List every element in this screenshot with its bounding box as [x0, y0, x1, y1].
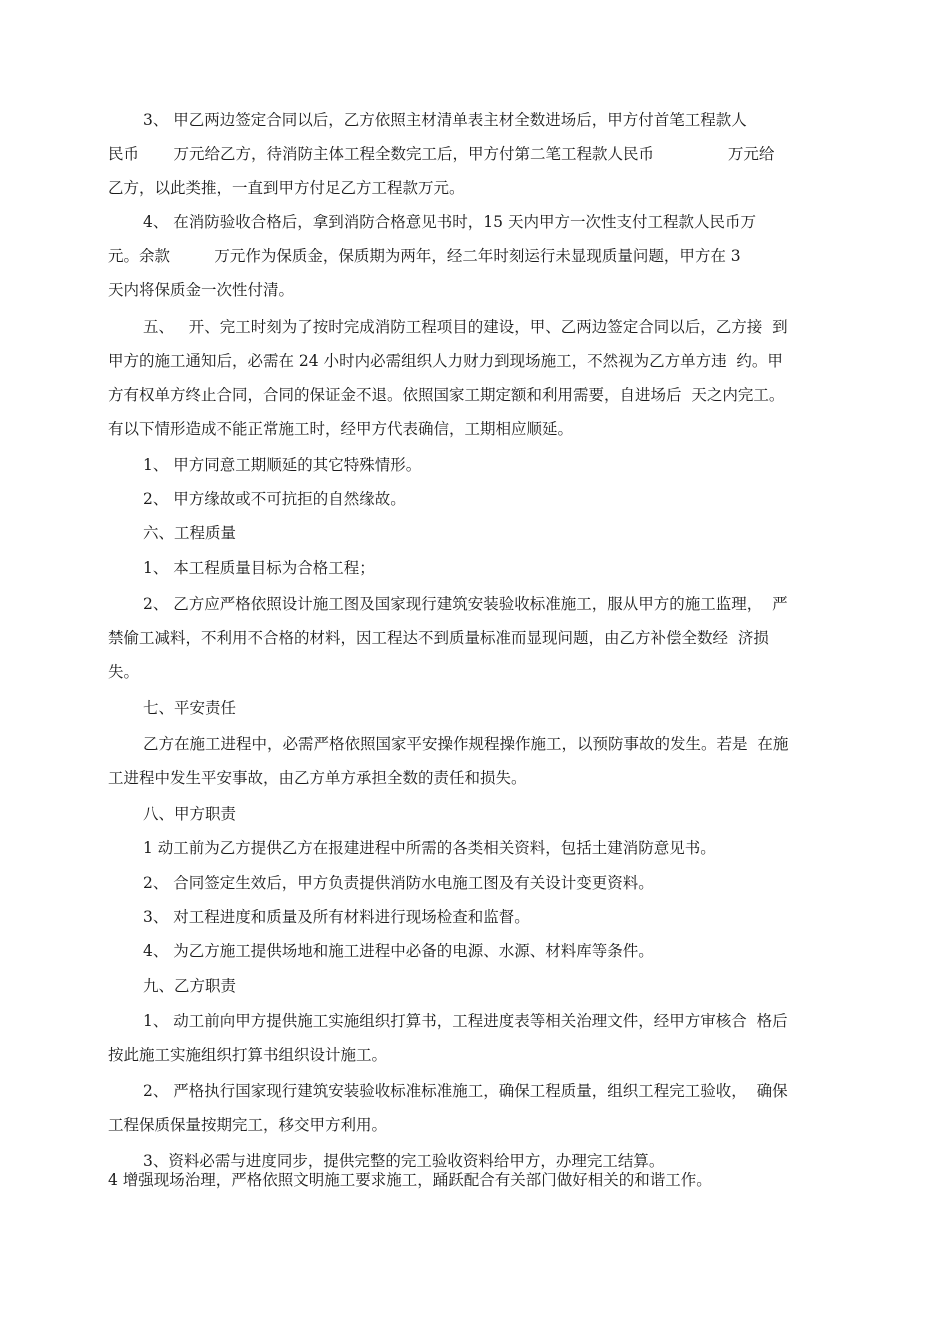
text-line: 方有权单方终止合同，合同的保证金不退。依照国家工期定额和利用需要，自进场后 天之内完工。	[108, 386, 785, 404]
text-line: 3、 对工程进度和质量及所有材料进行现场检查和监督。	[143, 908, 530, 926]
text-line: 4 增强现场治理，严格依照文明施工要求施工，踊跃配合有关部门做好相关的和谐工作。	[108, 1171, 712, 1189]
section-heading: 七、平安责任	[143, 699, 237, 717]
text-line: 1 动工前为乙方提供乙方在报建进程中所需的各类相关资料，包括土建消防意见书。	[143, 839, 716, 857]
text-line: 3、资料必需与进度同步，提供完整的完工验收资料给甲方，办理完工结算。	[143, 1152, 665, 1170]
text-line: 禁偷工减料，不利用不合格的材料，因工程达不到质量标准而显现问题，由乙方补偿全数经 济损	[108, 629, 769, 647]
text-line: 2、 合同签定生效后，甲方负责提供消防水电施工图及有关设计变更资料。	[143, 874, 654, 892]
text-line: 4、 在消防验收合格后，拿到消防合格意见书时，15 天内甲方一次性支付工程款人民币万	[143, 213, 756, 231]
text-line: 2、 甲方缘故或不可抗拒的自然缘故。	[143, 490, 406, 508]
text-line: 1、 动工前向甲方提供施工实施组织打算书，工程进度表等相关治理文件，经甲方审核合 格后	[143, 1012, 788, 1030]
section-heading: 九、乙方职责	[143, 977, 237, 995]
text-line: 民币 万元给乙方，待消防主体工程全数完工后，甲方付第二笔工程款人民币 万元给	[108, 145, 775, 163]
text-line: 1、 本工程质量目标为合格工程；	[143, 559, 375, 577]
text-line: 2、 严格执行国家现行建筑安装验收标准标准施工，确保工程质量，组织工程完工验收， 确保	[143, 1082, 788, 1100]
section-heading: 六、工程质量	[143, 524, 237, 542]
text-line: 工程保质保量按期完工，移交甲方利用。	[108, 1116, 388, 1134]
section-heading: 五、 开、完工时刻为了按时完成消防工程项目的建设，甲、乙两边签定合同以后，乙方接 到	[143, 318, 788, 336]
section-heading: 八、甲方职责	[143, 805, 237, 823]
text-line: 4、 为乙方施工提供场地和施工进程中必备的电源、水源、材料库等条件。	[143, 942, 654, 960]
text-line: 1、 甲方同意工期顺延的其它特殊情形。	[143, 456, 422, 474]
text-line: 工进程中发生平安事故，由乙方单方承担全数的责任和损失。	[108, 769, 527, 787]
text-line: 按此施工实施组织打算书组织设计施工。	[108, 1046, 388, 1064]
text-line: 3、 甲乙两边签定合同以后，乙方依照主材清单表主材全数进场后，甲方付首笔工程款人	[143, 111, 747, 129]
text-line: 天内将保质金一次性付清。	[108, 281, 295, 299]
text-line: 乙方在施工进程中，必需严格依照国家平安操作规程操作施工，以预防事故的发生。若是 在施	[143, 735, 789, 753]
text-line: 元。余款 万元作为保质金，保质期为两年，经二年时刻运行未显现质量问题，甲方在 3	[108, 247, 741, 265]
text-line: 甲方的施工通知后，必需在 24 小时内必需组织人力财力到现场施工，不然视为乙方单方违 约。甲	[108, 352, 783, 370]
text-line: 乙方，以此类推，一直到甲方付足乙方工程款万元。	[108, 179, 465, 197]
text-line: 失。	[108, 663, 140, 681]
text-line: 2、 乙方应严格依照设计施工图及国家现行建筑安装验收标准施工，服从甲方的施工监理， 严	[143, 595, 788, 613]
text-line: 有以下情形造成不能正常施工时，经甲方代表确信，工期相应顺延。	[108, 420, 574, 438]
